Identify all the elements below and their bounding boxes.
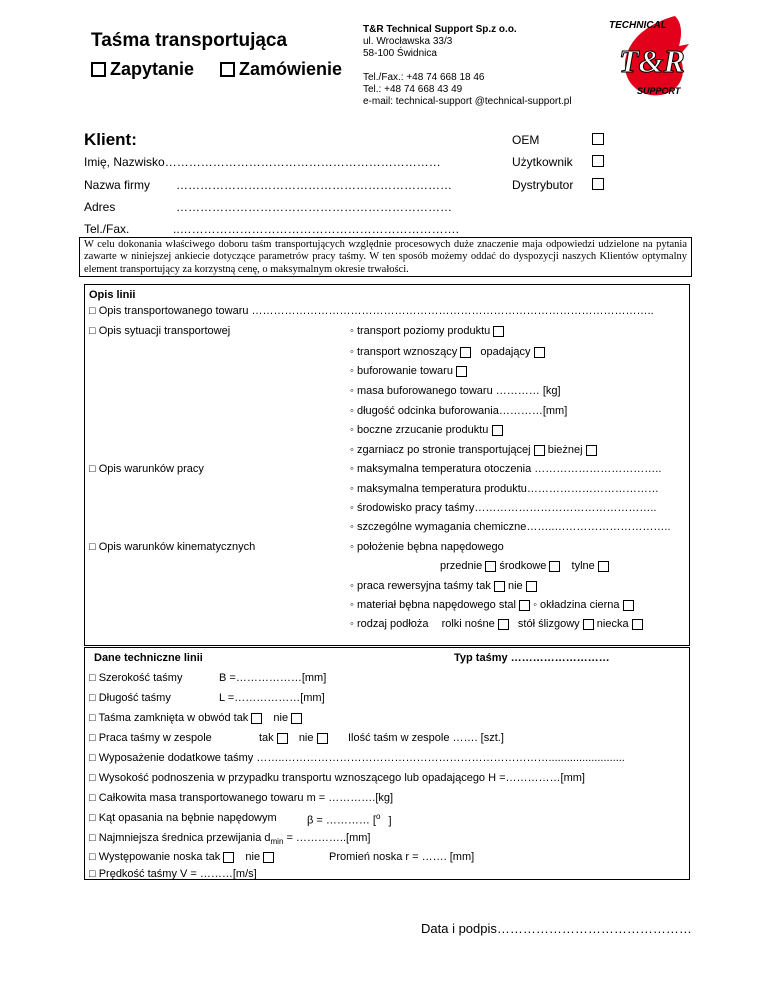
base-type-row[interactable]: [350, 618, 643, 630]
form-title: Taśma transportująca: [91, 30, 288, 51]
drum-lining-label: ◦ okładzina cierna: [533, 599, 620, 611]
line-heading: Opis linii: [89, 289, 136, 301]
drum-material-label: ◦ materiał bębna napędowego stal: [350, 599, 516, 611]
transported-goods-field[interactable]: □ Opis transportowanego towaru ………………………………………………………………………………………………..: [89, 305, 654, 317]
belt-type-field[interactable]: [454, 652, 610, 664]
nose-yes-checkbox[interactable]: [223, 852, 234, 863]
belt-set-yes-checkbox[interactable]: [277, 733, 288, 744]
client-name-label: Imię, Nazwisko: [84, 155, 165, 169]
nose-row[interactable]: [89, 851, 274, 863]
client-type-user-checkbox[interactable]: [592, 155, 604, 167]
wrap-angle-value: β = ………… [: [307, 814, 376, 827]
reversing-no-checkbox[interactable]: [526, 581, 537, 592]
nose-label: □ Występowanie noska tak: [89, 851, 221, 863]
logo-text-top: TECHNICAL: [609, 20, 667, 31]
company-street: ul. Wrocławska 33/3: [363, 36, 453, 47]
belt-type-text: Typ taśmy ………………………: [454, 652, 610, 664]
belt-set-row[interactable]: [259, 732, 328, 744]
belt-set-no-checkbox[interactable]: [317, 733, 328, 744]
client-company-field[interactable]: ……………………………………………………………: [176, 178, 452, 192]
horizontal-transport-row[interactable]: [350, 325, 504, 337]
reversing-no-label: nie: [507, 580, 523, 592]
slide-table-label: stół ślizgowy: [517, 618, 580, 630]
trough-checkbox[interactable]: [632, 619, 643, 630]
closed-loop-yes-checkbox[interactable]: [251, 713, 262, 724]
client-heading: Klient:: [84, 130, 137, 149]
company-name: T&R Technical Support Sp.z o.o.: [363, 24, 517, 35]
horizontal-transport-label: ◦ transport poziomy produktu: [350, 325, 491, 337]
technical-data-heading: Dane techniczne linii: [94, 652, 203, 664]
client-name-field[interactable]: ……………………………………………………………: [164, 155, 441, 169]
logo-text-bottom: SUPPORT: [637, 86, 681, 96]
company-tel: Tel.: +48 74 668 43 49: [363, 84, 463, 95]
nose-radius-field[interactable]: Promień noska r = ……. [mm]: [329, 851, 475, 863]
rollers-label: rolki nośne: [441, 618, 495, 630]
slide-table-checkbox[interactable]: [583, 619, 594, 630]
trough-label: niecka: [596, 618, 629, 630]
company-city: 58-100 Świdnica: [363, 48, 437, 59]
wrap-angle-degree: o: [375, 812, 381, 821]
client-type-distributor-label: Dystrybutor: [512, 178, 574, 192]
buffering-label: ◦ buforowanie towaru: [350, 365, 453, 377]
running-side-checkbox[interactable]: [586, 445, 597, 456]
order-label: Zamówienie: [239, 59, 343, 79]
wrap-angle-field[interactable]: [307, 812, 392, 827]
kinematic-conditions-label: □ Opis warunków kinematycznych: [89, 541, 256, 553]
inclined-transport-checkbox[interactable]: [460, 347, 471, 358]
signature-label: Data i podpis: [421, 921, 497, 936]
side-discharge-checkbox[interactable]: [492, 425, 503, 436]
rear-checkbox[interactable]: [598, 561, 609, 572]
client-type-distributor-checkbox[interactable]: [592, 178, 604, 190]
min-diameter-label: □ Najmniejsza średnica przewijania d: [89, 832, 271, 844]
descending-transport-checkbox[interactable]: [534, 347, 545, 358]
buffering-checkbox[interactable]: [456, 366, 467, 377]
inclined-transport-label: ◦ transport wznoszący: [350, 346, 458, 358]
company-email: e-mail: technical-support @technical-support.pl: [363, 96, 572, 107]
horizontal-transport-checkbox[interactable]: [493, 326, 504, 337]
side-discharge-label: ◦ boczne zrzucanie produktu: [350, 424, 489, 436]
belt-length-field[interactable]: L =………………[mm]: [219, 692, 325, 704]
belt-width-field[interactable]: B =………………[mm]: [219, 672, 327, 684]
belt-set-no-label: nie: [298, 732, 314, 744]
closed-loop-no-label: nie: [273, 712, 289, 724]
work-environment-field[interactable]: ◦ środowisko pracy taśmy…………………………………………..: [350, 502, 657, 514]
belt-set-yes-label: tak: [259, 732, 274, 744]
company-info: [363, 24, 572, 108]
middle-label: środkowe: [499, 560, 547, 572]
intro-box: [79, 237, 692, 277]
buffer-length-field[interactable]: ◦ długość odcinka buforowania…………[mm]: [350, 405, 568, 417]
client-name-row[interactable]: [84, 155, 441, 169]
base-type-label: ◦ rodzaj podłoża: [350, 618, 429, 630]
lift-height-field[interactable]: □ Wysokość podnoszenia w przypadku transportu wznoszącego lub opadającego H =……………[mm]: [89, 772, 585, 784]
signature-row[interactable]: [421, 921, 692, 936]
rollers-checkbox[interactable]: [498, 619, 509, 630]
intro-text: W celu dokonania właściwego doboru taśm transportujących względnie procesowych duże znaczenie maja odpowiedzi udzielone na pytania zawarte w niniejszej ankiecie dotyczące parametrów pracy taśmy. W ten sposób możemy oddać do dyspozycji naszych Klientów optymalny element transportujący za korzystną cenę, o maksymalnym okresie trwałości.: [84, 239, 687, 275]
client-telfax-field[interactable]: ..…………………………………………………………….: [173, 222, 460, 236]
transport-situation-label: □ Opis sytuacji transportowej: [89, 325, 231, 337]
inquiry-checkbox[interactable]: [91, 62, 106, 77]
reversing-yes-checkbox[interactable]: [494, 581, 505, 592]
company-logo: [605, 14, 691, 104]
signature-field[interactable]: ………………………………………: [496, 921, 692, 936]
inquiry-option[interactable]: [91, 59, 194, 80]
belt-width-label: □ Szerokość taśmy: [89, 672, 183, 684]
closed-loop-no-checkbox[interactable]: [291, 713, 302, 724]
client-telfax-label: Tel./Fax.: [84, 222, 130, 236]
client-company-label: Nazwa firmy: [84, 178, 151, 192]
closed-loop-label: □ Taśma zamknięta w obwód tak: [89, 712, 249, 724]
drum-lining-checkbox[interactable]: [623, 600, 634, 611]
client-address-field[interactable]: ……………………………………………………………: [176, 200, 452, 214]
rear-label: tylne: [571, 560, 595, 572]
running-side-label: bieżnej: [547, 444, 583, 456]
order-checkbox[interactable]: [220, 62, 235, 77]
scraper-checkbox[interactable]: [534, 445, 545, 456]
scraper-row[interactable]: [350, 444, 597, 456]
max-ambient-temp-field[interactable]: ◦ maksymalna temperatura otoczenia ……………………………..: [350, 463, 662, 475]
drive-position-label: ◦ położenie bębna napędowego: [350, 541, 504, 553]
logo-text-main: T&R: [619, 43, 685, 79]
inquiry-label: Zapytanie: [110, 59, 195, 79]
client-type-user-label: Użytkownik: [512, 155, 573, 169]
drive-position-row[interactable]: [440, 560, 609, 572]
client-type-oem-checkbox[interactable]: [592, 133, 604, 145]
order-option[interactable]: [220, 59, 342, 80]
scraper-label: ◦ zgarniacz po stronie transportującej: [350, 444, 531, 456]
wrap-angle-close: ]: [388, 814, 392, 827]
belt-length-label: □ Długość taśmy: [89, 692, 171, 704]
total-mass-field[interactable]: □ Całkowita masa transportowanego towaru m = ………….[kg]: [89, 792, 394, 804]
belt-set-label: □ Praca taśmy w zespole: [89, 732, 212, 744]
drum-steel-checkbox[interactable]: [519, 600, 530, 611]
closed-loop-row[interactable]: [89, 712, 302, 724]
working-conditions-label: □ Opis warunków pracy: [89, 463, 204, 475]
reversing-label: ◦ praca rewersyjna taśmy tak: [350, 580, 491, 592]
nose-no-checkbox[interactable]: [263, 852, 274, 863]
buffering-row[interactable]: [350, 365, 467, 377]
additional-equipment-field[interactable]: □ Wyposażenie dodatkowe taśmy ……..……………………………………………………………….........................: [89, 752, 625, 764]
front-label: przednie: [440, 560, 483, 572]
min-diameter-value: = …………..[mm]: [283, 832, 371, 844]
client-address-label: Adres: [84, 200, 116, 214]
company-telfax: Tel./Fax.: +48 74 668 18 46: [363, 72, 485, 83]
wrap-angle-label: □ Kąt opasania na bębnie napędowym: [89, 812, 277, 824]
inclined-transport-row[interactable]: [350, 346, 545, 358]
drum-material-row[interactable]: [350, 599, 634, 611]
belt-speed-field[interactable]: □ Prędkość taśmy V = ………[m/s]: [89, 868, 257, 880]
reversing-row[interactable]: [350, 580, 537, 592]
max-product-temp-field[interactable]: ◦ maksymalna temperatura produktu………………………………: [350, 483, 659, 495]
front-checkbox[interactable]: [485, 561, 496, 572]
middle-checkbox[interactable]: [549, 561, 560, 572]
min-diameter-sub: min: [270, 837, 284, 847]
chemical-requirements-field[interactable]: ◦ szczególne wymagania chemiczne……..…………………………..: [350, 521, 671, 533]
min-diameter-field[interactable]: [89, 832, 370, 846]
descending-transport-label: opadający: [480, 346, 531, 358]
client-type-oem-label: OEM: [512, 133, 540, 147]
nose-no-label: nie: [245, 851, 261, 863]
side-discharge-row[interactable]: [350, 424, 503, 436]
buffer-mass-field[interactable]: ◦ masa buforowanego towaru ………… [kg]: [350, 385, 561, 397]
belt-set-count-field[interactable]: Ilość taśm w zespole ……. [szt.]: [348, 732, 504, 744]
